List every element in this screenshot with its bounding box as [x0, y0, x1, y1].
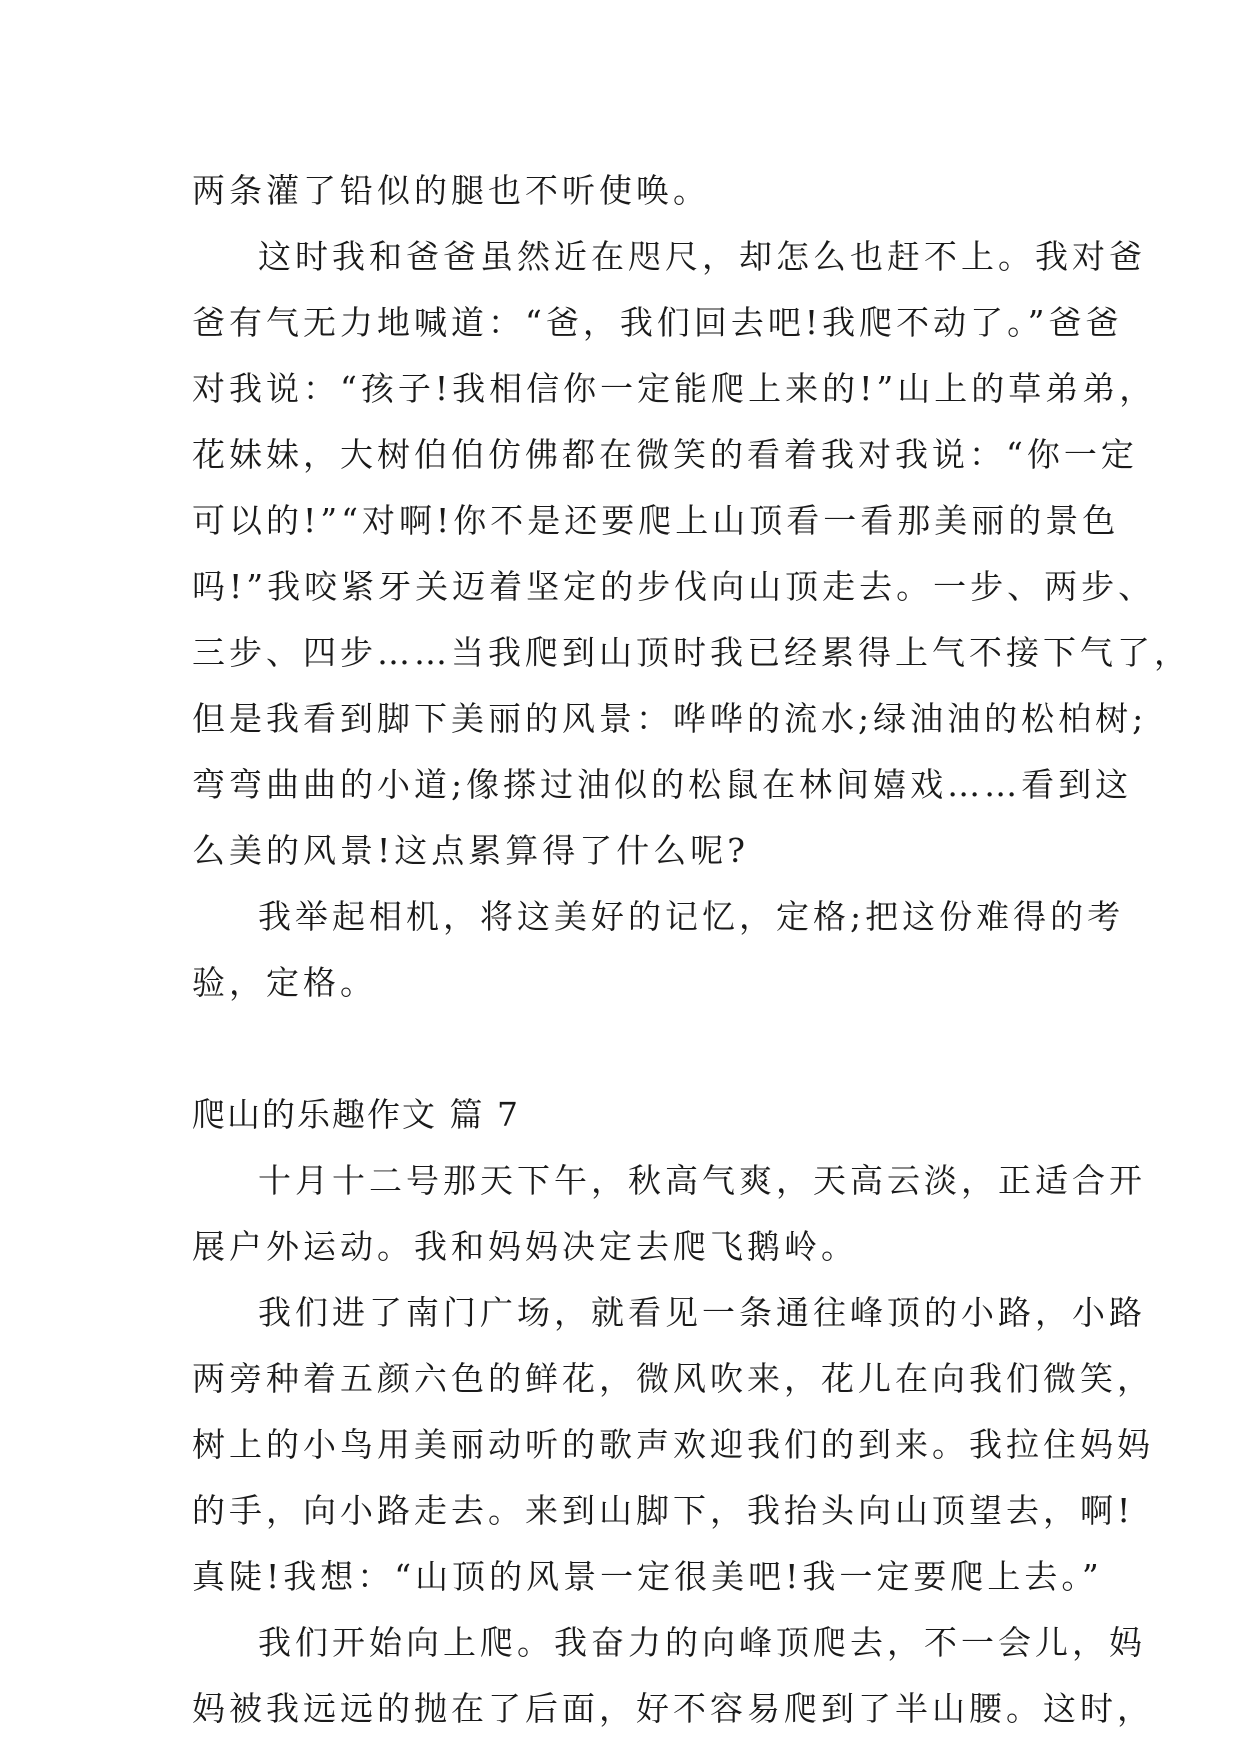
paragraph-line: 的手，向小路走去。来到山脚下，我抬头向山顶望去，啊!	[192, 1491, 1135, 1530]
paragraph-line: 两旁种着五颜六色的鲜花，微风吹来，花儿在向我们微笑，	[192, 1359, 1154, 1398]
paragraph-line: 可以的!”“对啊!你不是还要爬上山顶看一看那美丽的景色	[192, 501, 1120, 540]
paragraph-line: 展户外运动。我和妈妈决定去爬飞鹅岭。	[192, 1227, 858, 1266]
paragraph-line: 两条灌了铅似的腿也不听使唤。	[192, 171, 710, 210]
section-gap	[192, 1016, 1062, 1082]
paragraph-line: 树上的小鸟用美丽动听的歌声欢迎我们的到来。我拉住妈妈	[192, 1425, 1154, 1464]
paragraph-line: 弯弯曲曲的小道;像搽过油似的松鼠在林间嬉戏……看到这	[192, 765, 1133, 804]
paragraph-line: 这时我和爸爸虽然近在咫尺，却怎么也赶不上。我对爸	[258, 237, 1146, 276]
paragraph-line: 我们开始向上爬。我奋力的向峰顶爬去，不一会儿，妈	[258, 1623, 1146, 1662]
paragraph-line: 爸有气无力地喊道：“爸，我们回去吧!我爬不动了。”爸爸	[192, 303, 1123, 342]
paragraph-line: 我们进了南门广场，就看见一条通往峰顶的小路，小路	[258, 1293, 1146, 1332]
paragraph-line: 十月十二号那天下午，秋高气爽，天高云淡，正适合开	[258, 1161, 1146, 1200]
paragraph-line: 吗!”我咬紧牙关迈着坚定的步伐向山顶走去。一步、两步、	[192, 567, 1156, 606]
paragraph-line: 么美的风景!这点累算得了什么呢?	[192, 831, 749, 870]
paragraph-line: 但是我看到脚下美丽的风景：哗哗的流水;绿油油的松柏树;	[192, 699, 1148, 738]
paragraph-line: 三步、四步……当我爬到山顶时我已经累得上气不接下气了，	[192, 633, 1191, 672]
paragraph-line: 验，定格。	[192, 963, 377, 1002]
paragraph-line: 花妹妹，大树伯伯仿佛都在微笑的看着我对我说：“你一定	[192, 435, 1138, 474]
paragraph-line: 真陡!我想：“山顶的风景一定很美吧!我一定要爬上去。”	[192, 1557, 1103, 1596]
paragraph-line: 妈被我远远的抛在了后面，好不容易爬到了半山腰。这时，	[192, 1689, 1154, 1728]
paragraph-line: 对我说：“孩子!我相信你一定能爬上来的!”山上的草弟弟，	[192, 369, 1157, 408]
section-heading: 爬山的乐趣作文 篇 7	[192, 1095, 520, 1134]
paragraph-line: 我举起相机，将这美好的记忆，定格;把这份难得的考	[258, 897, 1125, 936]
document-page	[192, 158, 1191, 1742]
